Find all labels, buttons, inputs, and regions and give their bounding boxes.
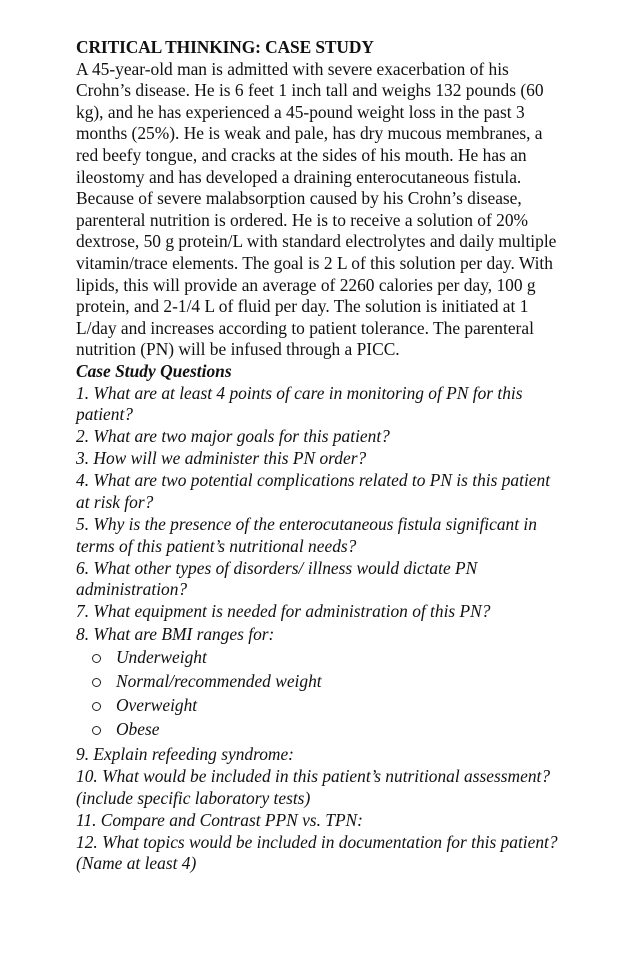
question-item: 12. What topics would be included in documentation for this patient? (Name at least 4) xyxy=(76,831,558,874)
bmi-range-label: Obese xyxy=(116,719,160,740)
bmi-range-label: Normal/recommended weight xyxy=(116,671,322,692)
hollow-circle-bullet-icon xyxy=(92,654,101,663)
question-item: 10. What would be included in this patient’s nutritional assessment? (include specific laboratory tests) xyxy=(76,766,551,808)
bmi-range-item xyxy=(76,695,566,717)
page-title: CRITICAL THINKING: CASE STUDY xyxy=(76,37,374,57)
bmi-range-item xyxy=(76,719,566,741)
question-item: 6. What other types of disorders/ illness would dictate PN administration? xyxy=(76,557,478,600)
case-description: A 45-year-old man is admitted with severe exacerbation of his Crohn’s disease. He is 6 feet 1 inch tall and weighs 132 pounds (60 kg), and he has experienced a 45-pound weight loss in the past 3 months (25%). He is weak and pale, has dry mucous membranes, a red beefy tongue, and cracks at the sides of his mouth. He has an ileostomy and has developed a draining enterocutaneous fistula. Because of severe malabsorption caused by his Crohn’s disease, parenteral nutrition is ordered. He is to receive a solution of 20% dextrose, 50 g protein/L with standard electrolytes and daily multiple vitamin/trace elements. The goal is 2 L of this solution per day. With lipids, this will provide an average of 2260 calories per day, 100 g protein, and 2-1/4 L of fluid per day. The solution is initiated at 1 L/day and increases according to patient tolerance. The parenteral nutrition (PN) will be infused through a PICC. xyxy=(76,58,557,360)
bmi-range-list xyxy=(76,647,566,741)
question-item: 3. How will we administer this PN order? xyxy=(76,448,367,469)
hollow-circle-bullet-icon xyxy=(92,678,101,687)
case-study-page xyxy=(76,37,566,876)
question-item: 4. What are two potential complications related to PN is this patient at risk for? xyxy=(76,470,551,512)
question-item: 2. What are two major goals for this patient? xyxy=(76,426,390,447)
question-item: 7. What equipment is needed for administration of this PN? xyxy=(76,601,491,622)
question-item: 9. Explain refeeding syndrome: xyxy=(76,744,294,764)
question-item: 5. Why is the presence of the enterocutaneous fistula significant in terms of this patient’s nutritional needs? xyxy=(76,514,537,556)
bmi-range-item xyxy=(76,671,566,693)
bmi-range-label: Overweight xyxy=(116,695,198,716)
question-item-bmi xyxy=(76,624,566,741)
question-item: 11. Compare and Contrast PPN vs. TPN: xyxy=(76,809,363,830)
question-text: 8. What are BMI ranges for: xyxy=(76,623,275,644)
questions-list xyxy=(76,383,566,876)
questions-heading: Case Study Questions xyxy=(76,360,232,381)
bmi-range-label: Underweight xyxy=(116,647,207,668)
question-item: 1. What are at least 4 points of care in monitoring of PN for this patient? xyxy=(76,382,523,425)
hollow-circle-bullet-icon xyxy=(92,702,101,711)
hollow-circle-bullet-icon xyxy=(92,726,101,735)
bmi-range-item xyxy=(76,647,566,669)
